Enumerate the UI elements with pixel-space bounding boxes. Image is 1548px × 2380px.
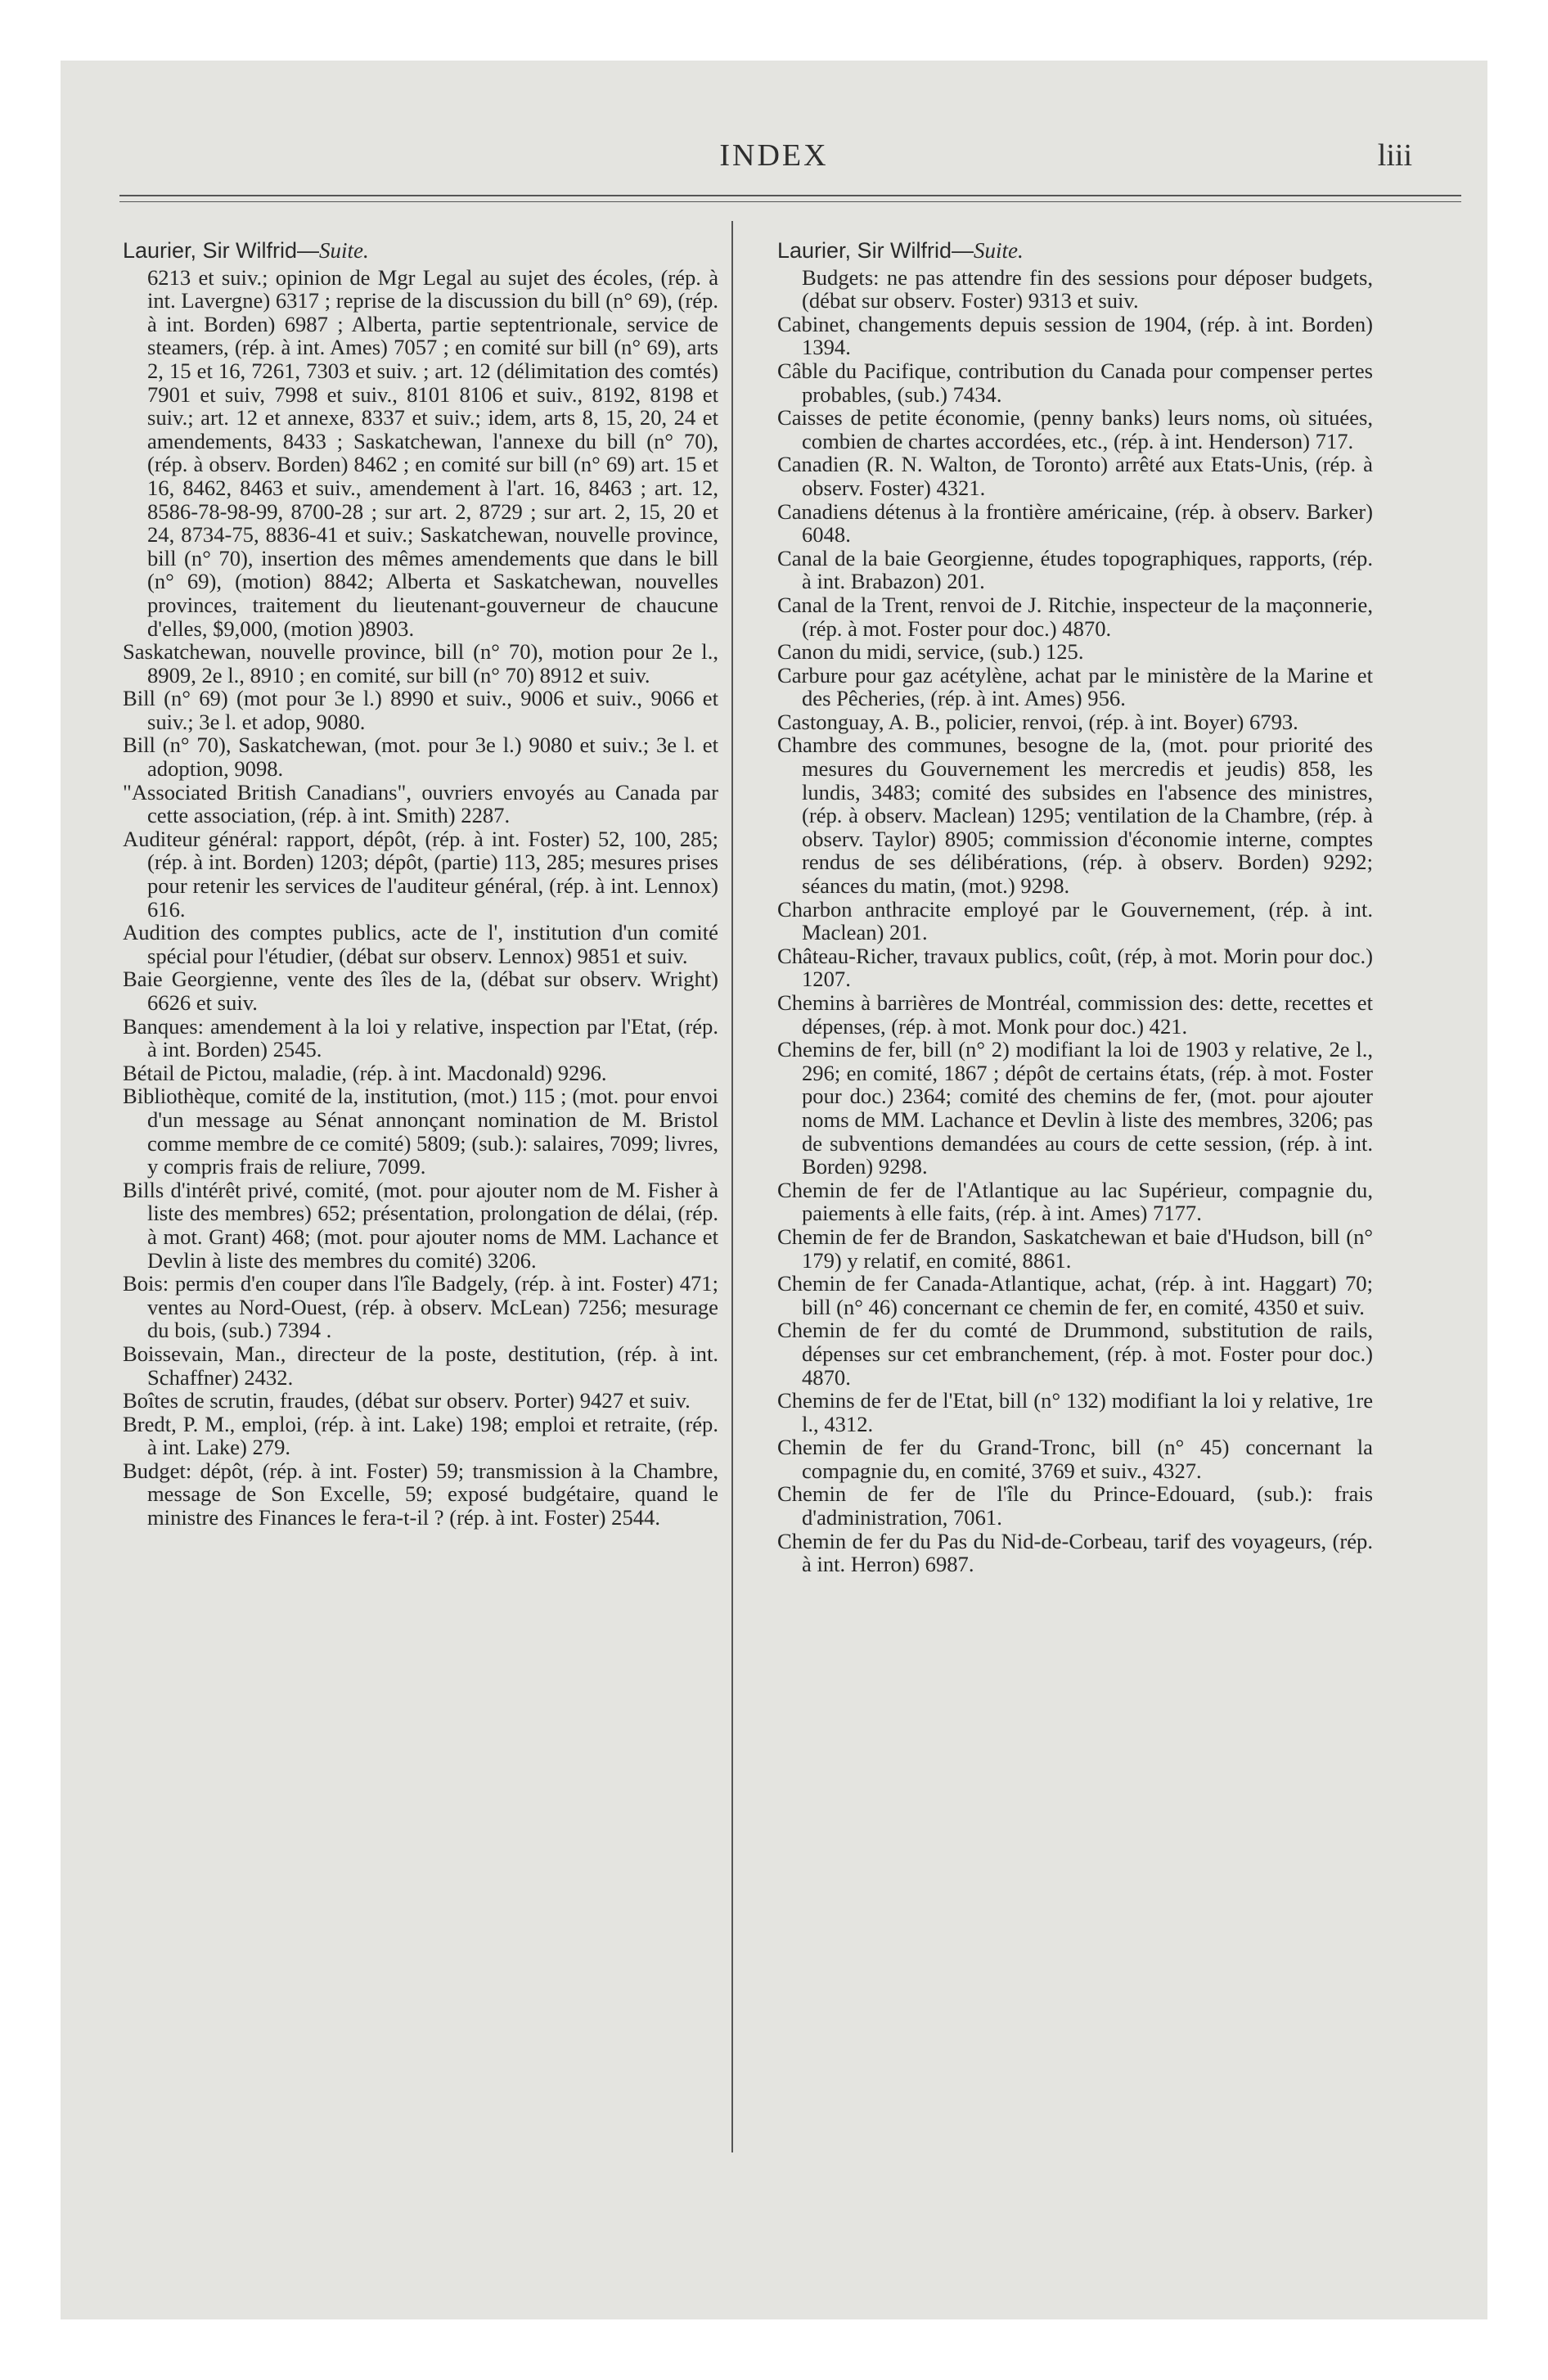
index-entry: Cabinet, changements depuis session de 1904, (rép. à int. Borden) 1394. xyxy=(777,311,1373,360)
index-entry: Banques: amendement à la loi y relative, inspection par l'Etat, (rép. à int. Borden) 2545. xyxy=(123,1013,718,1062)
index-entry: "Associated British Canadians", ouvriers envoyés au Canada par cette association, (rép. à int. Smith) 2287. xyxy=(123,779,718,828)
index-entry: Audition des comptes publics, acte de l', institution d'un comité spécial pour l'étudier, (débat sur observ. Lennox) 9851 et suiv. xyxy=(123,920,718,968)
index-entry: Chemins de fer de l'Etat, bill (n° 132) modifiant la loi y relative, 1re l., 4312. xyxy=(777,1388,1373,1436)
index-entry: Chambre des communes, besogne de la, (mot. pour priorité des mesures du Gouvernement les mercredis et jeudis) 858, les lundis, 3483; comité des subsides en l'absence des ministres, (rép. à observ. Maclean) 1295; ventilation de la Chambre, (rép. à observ. Taylor) 8905; commission d'économie interne, comptes rendus de ses délibérations, (rép. à observ. Borden) 9292; séances du matin, (mot.) 9298. xyxy=(777,732,1373,899)
index-entry: Budget: dépôt, (rép. à int. Foster) 59; transmission à la Chambre, message de Son Excelle, 59; exposé budgétaire, quand le ministre des Finances le fera-t-il ? (rép. à int. Foster) 2544. xyxy=(123,1458,718,1530)
running-head xyxy=(123,239,718,263)
index-entry: Caisses de petite économie, (penny banks) leurs noms, où situées, combien de chartes accordées, etc., (rép. à int. Henderson) 717. xyxy=(777,405,1373,453)
index-entry: Chemins à barrières de Montréal, commission des: dette, recettes et dépenses, (rép. à mot. Monk pour doc.) 421. xyxy=(777,990,1373,1039)
page-number: liii xyxy=(1377,138,1412,173)
index-entry: Chemin de fer Canada-Atlantique, achat, (rép. à int. Haggart) 70; bill (n° 46) concernant ce chemin de fer, en comité, 4350 et suiv. xyxy=(777,1271,1373,1319)
index-entry: Câble du Pacifique, contribution du Canada pour compenser pertes probables, (sub.) 7434. xyxy=(777,358,1373,407)
index-entry: Bois: permis d'en couper dans l'île Badgely, (rép. à int. Foster) 471; ventes au Nord-Ouest, (rép. à observ. McLean) 7256; mesurage du bois, (sub.) 7394 . xyxy=(123,1271,718,1343)
header-rule-thin xyxy=(119,201,1461,202)
index-entry: Chemin de fer du Grand-Tronc, bill (n° 45) concernant la compagnie du, en comité, 3769 et suiv., 4327. xyxy=(777,1435,1373,1483)
index-entry: Canal de la Trent, renvoi de J. Ritchie, inspecteur de la maçonnerie, (rép. à mot. Foster pour doc.) 4870. xyxy=(777,592,1373,641)
index-entry: Canadiens détenus à la frontière américaine, (rép. à observ. Barker) 6048. xyxy=(777,498,1373,548)
header-rule xyxy=(119,195,1461,196)
index-entry: Chemin de fer de l'île du Prince-Edouard, (sub.): frais d'administration, 7061. xyxy=(777,1481,1373,1530)
running-head-name: Laurier, Sir Wilfrid— xyxy=(777,238,974,263)
index-entry: Bills d'intérêt privé, comité, (mot. pour ajouter nom de M. Fisher à liste des membres) 652; présentation, prolongation de délai, (rép. à mot. Grant) 468; (mot. pour ajouter noms de MM. Lachance et Devlin à liste des membres du comité) 3206. xyxy=(123,1177,718,1273)
index-entry: Saskatchewan, nouvelle province, bill (n° 70), motion pour 2e l., 8909, 2e l., 8910 ; en comité, sur bill (n° 70) 8912 et suiv. xyxy=(123,639,718,687)
index-entry: Chemin de fer de l'Atlantique au lac Supérieur, compagnie du, paiements à elle faits, (rép. à int. Ames) 7177. xyxy=(777,1177,1373,1226)
index-entry: 6213 et suiv.; opinion de Mgr Legal au sujet des écoles, (rép. à int. Lavergne) 6317 ; reprise de la discussion du bill (n° 69), (rép. à int. Borden) 6987 ; Alberta, partie septentrionale, service de steamers, (rép. à int. Ames) 7057 ; en comité sur bill (n° 69), arts 2, 15 et 16, 7261, 7303 et suiv. ; art. 12 (délimitation des comtés) 7901 et suiv, 7998 et suiv., 8101 8106 et suiv., 8192, 8198 et suiv.; art. 12 et annexe, 8337 et suiv.; idem, arts 8, 15, 20, 24 et amendements, 8433 ; Saskatchewan, l'annexe du bill (n° 70), (rép. à observ. Borden) 8462 ; en comité sur bill (n° 69) art. 15 et 16, 8462, 8463 et suiv., amendement à l'art. 16, 8463 ; art. 12, 8586-78-98-99, 8700-28 ; sur art. 2, 8729 ; sur art. 2, 15, 20 et 24, 8734-75, 8836-41 et suiv.; Saskatchewan, nouvelle province, bill (n° 70), insertion des mêmes amendements que dans le bill (n° 69), (motion) 8842; Alberta et Saskatchewan, nouvelles provinces, traitement du lieutenant-gouverneur de chaucune d'elles, $9,000, (motion )8903. xyxy=(147,264,718,641)
running-head-name: Laurier, Sir Wilfrid— xyxy=(123,238,320,263)
index-entry: Bill (n° 69) (mot pour 3e l.) 8990 et suiv., 9006 et suiv., 9066 et suiv.; 3e l. et adop, 9080. xyxy=(123,686,718,734)
index-entry-list xyxy=(123,266,718,1530)
index-entry: Chemin de fer du comté de Drummond, substitution de rails, dépenses sur cet embranchement, (rép. à mot. Foster pour doc.) 4870. xyxy=(777,1318,1373,1390)
left-column xyxy=(123,239,718,1530)
index-entry: Canon du midi, service, (sub.) 125. xyxy=(777,639,1084,665)
index-entry: Chemin de fer de Brandon, Saskatchewan et baie d'Hudson, bill (n° 179) y relatif, en comité, 8861. xyxy=(777,1224,1373,1273)
running-head-suite: Suite. xyxy=(974,238,1024,263)
right-column xyxy=(777,239,1373,1576)
page-title: INDEX xyxy=(719,138,829,173)
index-entry: Carbure pour gaz acétylène, achat par le ministère de la Marine et des Pêcheries, (rép. à int. Ames) 956. xyxy=(777,662,1373,711)
index-entry: Boîtes de scrutin, fraudes, (débat sur observ. Porter) 9427 et suiv. xyxy=(123,1388,691,1413)
index-entry: Auditeur général: rapport, dépôt, (rép. à int. Foster) 52, 100, 285; (rép. à int. Borden) 1203; dépôt, (partie) 113, 285; mesures prises pour retenir les services de l'auditeur général, (rép. à int. Lennox) 616. xyxy=(123,826,718,922)
index-entry: Baie Georgienne, vente des îles de la, (débat sur observ. Wright) 6626 et suiv. xyxy=(123,967,718,1015)
index-entry: Bredt, P. M., emploi, (rép. à int. Lake) 198; emploi et retraite, (rép. à int. Lake) 279. xyxy=(123,1411,718,1460)
running-head xyxy=(777,239,1373,263)
index-entry: Château-Richer, travaux publics, coût, (rép, à mot. Morin pour doc.) 1207. xyxy=(777,943,1373,992)
index-entry: Chemins de fer, bill (n° 2) modifiant la loi de 1903 y relative, 2e l., 296; en comité, 1867 ; dépôt de certains états, (rép. à mot. Foster pour doc.) 2364; comité des chemins de fer, (mot. pour ajouter noms de MM. Lachance et Devlin à liste des membres, 3206; pas de subventions demandées au cours de cette session, (rép. à int. Borden) 9298. xyxy=(777,1037,1373,1179)
index-entry: Budgets: ne pas attendre fin des sessions pour déposer budgets, (débat sur observ. Foster) 9313 et suiv. xyxy=(802,264,1373,313)
running-head-suite: Suite. xyxy=(319,238,369,263)
index-entry-list xyxy=(777,266,1373,1576)
index-entry: Bibliothèque, comité de la, institution, (mot.) 115 ; (mot. pour envoi d'un message au Sénat annonçant nomination de M. Bristol comme membre de ce comité) 5809; (sub.): salaires, 7099; livres, y compris frais de reliure, 7099. xyxy=(123,1084,718,1179)
index-entry: Castonguay, A. B., policier, renvoi, (rép. à int. Boyer) 6793. xyxy=(777,709,1298,734)
index-entry: Canadien (R. N. Walton, de Toronto) arrêté aux Etats-Unis, (rép. à observ. Foster) 4321. xyxy=(777,452,1373,500)
index-entry: Canal de la baie Georgienne, études topographiques, rapports, (rép. à int. Brabazon) 201. xyxy=(777,545,1373,594)
column-divider xyxy=(731,221,733,2152)
index-entry: Bill (n° 70), Saskatchewan, (mot. pour 3e l.) 9080 et suiv.; 3e l. et adoption, 9098. xyxy=(123,732,718,782)
index-entry: Chemin de fer du Pas du Nid-de-Corbeau, tarif des voyageurs, (rép. à int. Herron) 6987. xyxy=(777,1528,1373,1577)
index-entry: Charbon anthracite employé par le Gouvernement, (rép. à int. Maclean) 201. xyxy=(777,896,1373,945)
index-entry: Boissevain, Man., directeur de la poste, destitution, (rép. à int. Schaffner) 2432. xyxy=(123,1341,718,1390)
index-entry: Bétail de Pictou, maladie, (rép. à int. Macdonald) 9296. xyxy=(123,1060,607,1085)
scanned-page xyxy=(61,61,1487,2319)
